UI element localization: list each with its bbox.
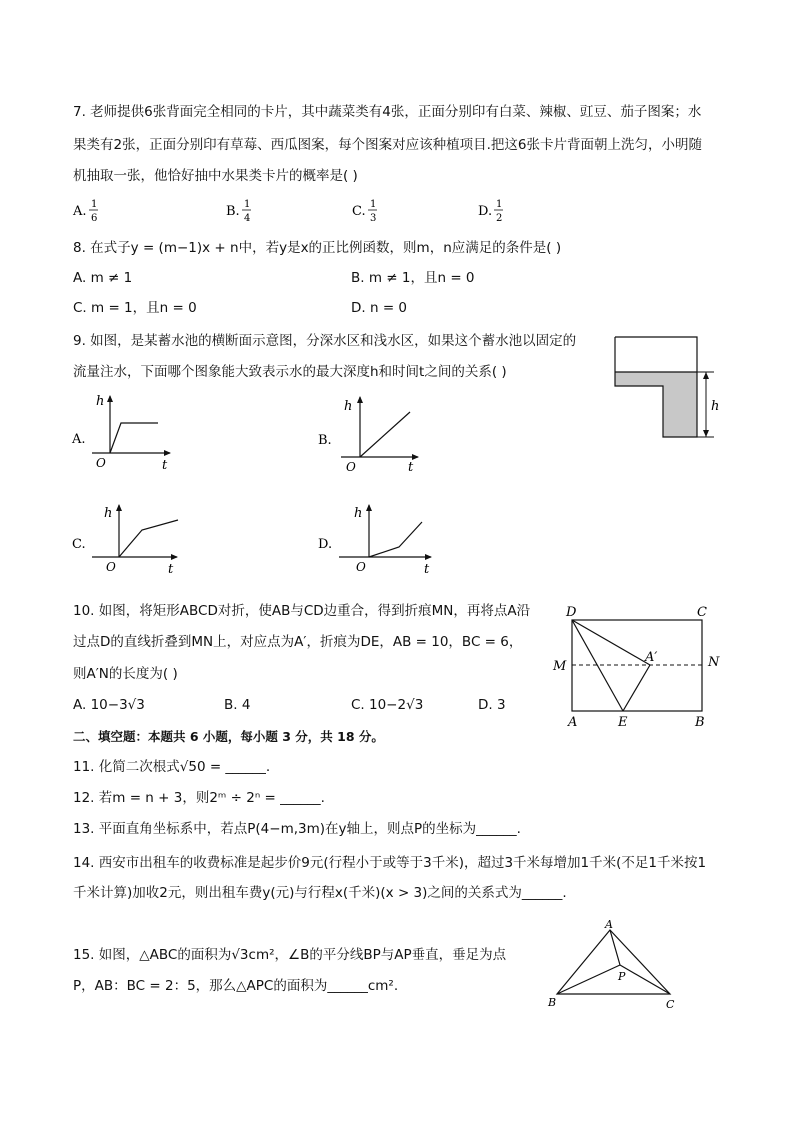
svg-text:2: 2 (496, 213, 503, 224)
q8-option-b: B. m ≠ 1，且n = 0 (351, 270, 475, 286)
svg-text:4: 4 (244, 213, 251, 224)
q7-option-d (478, 199, 503, 224)
q10-option-c: C. 10−2√3 (351, 697, 424, 713)
q9-pool-figure (606, 330, 726, 445)
pool-depth-label: h (711, 399, 720, 414)
svg-text:t: t (162, 458, 168, 473)
svg-text:B.: B. (318, 433, 332, 448)
q15-line-1: 15. 如图，△ABC的面积为√3cm²，∠B的平分线BP与AP垂直，垂足为点 (73, 947, 507, 963)
q8-option-c: C. m = 1，且n = 0 (73, 300, 197, 316)
svg-text:t: t (408, 460, 414, 475)
q10-line-3: 则A′N的长度为( ) (73, 666, 178, 682)
q10-line-2: 过点D的直线折叠到MN上，对应点为A′，折痕为DE，AB = 10，BC = 6， (73, 634, 523, 650)
svg-text:A′: A′ (645, 650, 658, 665)
svg-text:E: E (618, 715, 628, 730)
q7-option-a (72, 199, 98, 224)
q10-line-1: 10. 如图，将矩形ABCD对折，使AB与CD边重合，得到折痕MN，再将点A沿 (73, 603, 531, 619)
svg-text:P: P (618, 970, 626, 983)
svg-text:A: A (605, 918, 613, 931)
svg-text:B: B (548, 996, 557, 1009)
svg-text:h: h (354, 506, 363, 521)
svg-text:h: h (344, 399, 353, 414)
q7-option-b (226, 199, 251, 224)
svg-text:A.: A. (72, 432, 86, 447)
svg-text:D: D (566, 605, 577, 620)
svg-text:1: 1 (91, 199, 98, 210)
svg-text:t: t (424, 562, 430, 577)
q9-line-1: 9. 如图，是某蓄水池的横断面示意图，分深水区和浅水区，如果这个蓄水池以固定的 (73, 333, 577, 349)
svg-text:B: B (695, 715, 705, 730)
q13: 13. 平面直角坐标系中，若点P(4−m,3m)在y轴上，则点P的坐标为______. (73, 821, 521, 837)
svg-text:O: O (346, 460, 356, 474)
q9-graph-b (316, 392, 436, 477)
q9-graph-c (70, 500, 190, 585)
svg-text:O: O (96, 456, 106, 470)
svg-text:C.: C. (72, 537, 86, 552)
q7-line-2: 果类有2张，正面分别印有草莓、西瓜图案，每个图案对应该种植项目.把这6张卡片背面朝上洗匀，小明随 (73, 137, 702, 153)
svg-text:C.: C. (352, 204, 366, 219)
svg-text:h: h (96, 394, 105, 409)
q10-option-a: A. 10−3√3 (73, 697, 145, 713)
svg-text:M: M (553, 659, 567, 674)
svg-text:t: t (168, 562, 174, 577)
svg-text:B.: B. (226, 204, 240, 219)
q10-rectangle-figure (548, 600, 728, 730)
q12: 12. 若m = n + 3，则2ᵐ ÷ 2ⁿ = ______. (73, 790, 325, 806)
svg-text:C: C (697, 605, 707, 620)
q8-option-a: A. m ≠ 1 (73, 270, 133, 286)
svg-text:O: O (106, 560, 116, 574)
q14-line-2: 千米计算)加收2元，则出租车费y(元)与行程x(千米)(x > 3)之间的关系式为______. (73, 885, 567, 901)
svg-text:3: 3 (370, 213, 377, 224)
q9-graph-a (70, 390, 190, 475)
q10-option-b: B. 4 (224, 697, 251, 713)
q7-option-c (352, 199, 377, 224)
q15-triangle-figure (540, 918, 690, 1013)
q15-line-2: P，AB：BC = 2：5，那么△APC的面积为______cm². (73, 978, 399, 994)
q7-line-3: 机抽取一张，他恰好抽中水果类卡片的概率是( ) (73, 168, 358, 184)
svg-text:O: O (356, 560, 366, 574)
q7-line-1: 7. 老师提供6张背面完全相同的卡片，其中蔬菜类有4张，正面分别印有白菜、辣椒、豇豆、茄子图案；水 (73, 104, 702, 120)
svg-text:A.: A. (73, 204, 87, 219)
svg-text:6: 6 (91, 213, 98, 224)
svg-text:1: 1 (244, 199, 251, 210)
q8-stem: 8. 在式子y = (m−1)x + n中，若y是x的正比例函数，则m，n应满足的条件是( ) (73, 240, 562, 256)
q7-options (70, 196, 510, 226)
q9-graph-d (316, 500, 441, 585)
svg-text:D.: D. (478, 204, 493, 219)
svg-text:D.: D. (318, 537, 333, 552)
svg-text:1: 1 (370, 199, 377, 210)
q8-option-d: D. n = 0 (351, 300, 408, 316)
svg-text:A: A (568, 715, 578, 730)
q10-option-d: D. 3 (478, 697, 506, 713)
svg-text:C: C (666, 998, 675, 1011)
q9-line-2: 流量注水，下面哪个图象能大致表示水的最大深度h和时间t之间的关系( ) (73, 364, 507, 380)
q14-line-1: 14. 西安市出租车的收费标准是起步价9元(行程小于或等于3千米)，超过3千米每增加1千米(不足1千米按1 (73, 855, 707, 871)
svg-text:h: h (104, 506, 113, 521)
section-2-heading: 二、填空题：本题共 6 小题，每小题 3 分，共 18 分。 (73, 729, 384, 744)
q11: 11. 化简二次根式√50 = ______. (73, 759, 271, 775)
svg-text:N: N (708, 655, 720, 670)
svg-text:1: 1 (496, 199, 503, 210)
